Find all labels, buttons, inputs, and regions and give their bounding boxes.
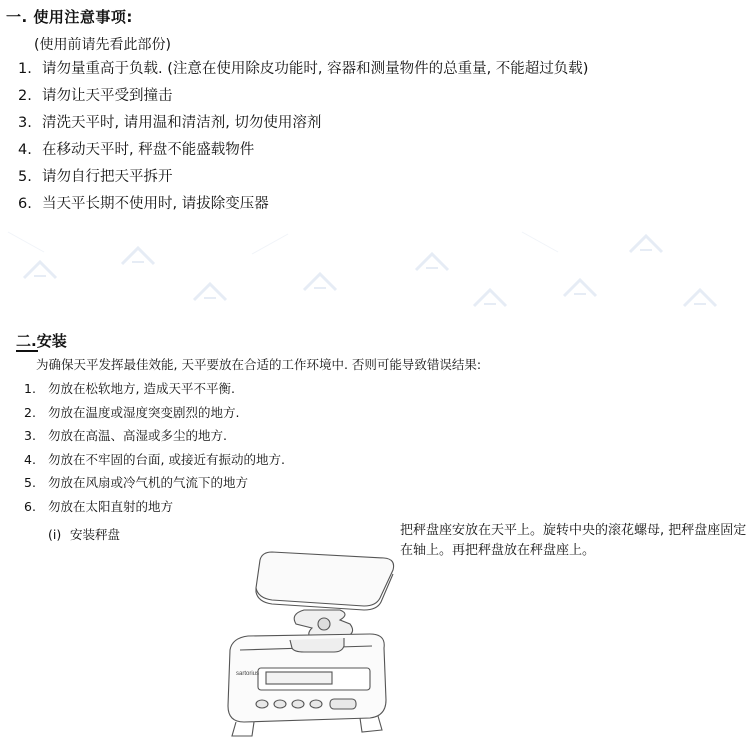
watermark-logo-icon <box>470 286 510 310</box>
watermark-line-icon <box>6 230 46 254</box>
list-item-number: 4. <box>18 142 32 158</box>
watermark-logo-icon <box>560 276 600 300</box>
section2-intro: 为确保天平发挥最佳效能, 天平要放在合适的工作环境中. 否则可能导致错误结果: <box>36 357 482 372</box>
watermark-logo-icon <box>190 280 230 304</box>
watermark-logo-icon <box>300 270 340 294</box>
weighing-pan <box>256 552 394 606</box>
list-item <box>24 451 285 475</box>
list-item-number: 4. <box>24 451 36 467</box>
list-item <box>18 193 588 220</box>
installation-list <box>24 380 285 521</box>
list-item <box>24 404 285 428</box>
list-item-text: 勿放在温度或湿度突变剧烈的地方. <box>48 404 240 420</box>
install-description: 把秤盘座安放在天平上。旋转中央的滚花螺母, 把秤盘座固定在轴上。再把秤盘放在秤盘座上。 <box>400 523 747 558</box>
list-item <box>24 474 285 498</box>
key-button <box>330 699 356 709</box>
list-item-text: 勿放在不牢固的台面, 或接近有振动的地方. <box>48 451 285 467</box>
list-item-text: 勿放在松软地方, 造成天平不平衡. <box>48 381 235 396</box>
list-item-number: 1. <box>24 381 36 396</box>
watermark-logo-icon <box>412 250 452 274</box>
list-item <box>18 166 588 193</box>
list-item-text: 当天平长期不使用时, 请拔除变压器 <box>42 196 269 212</box>
list-item-number: 5. <box>24 475 36 490</box>
list-item-number: 6. <box>24 498 36 514</box>
list-item-number: 5. <box>18 169 32 185</box>
balance-illustration <box>200 540 410 750</box>
list-item-number: 2. <box>24 404 36 420</box>
list-item-text: 勿放在高温、高湿或多尘的地方. <box>48 428 227 443</box>
list-item <box>18 58 588 85</box>
list-item-number: 3. <box>24 428 36 443</box>
key-button <box>310 700 322 708</box>
watermark-logo-icon <box>626 232 666 256</box>
list-item <box>24 427 285 451</box>
watermark-logo-icon <box>118 244 158 268</box>
list-item-text: 请勿让天平受到撞击 <box>42 88 173 104</box>
list-item-text: 勿放在太阳直射的地方 <box>48 498 174 514</box>
section1-title: 一. 使用注意事项: <box>6 8 133 26</box>
section2-title: 二.安装 <box>16 332 67 350</box>
precautions-list <box>18 58 588 220</box>
brand-label: sartorius <box>236 671 260 677</box>
list-item-text: 请勿自行把天平拆开 <box>42 169 173 185</box>
section1-subtitle: (使用前请先看此部份) <box>34 37 171 53</box>
key-button <box>274 700 286 708</box>
list-item <box>18 85 588 112</box>
list-item-text: 请勿量重高于负载. (注意在使用除皮功能时, 容器和测量物件的总重量, 不能超过负载) <box>42 61 589 77</box>
knurled-nut <box>318 618 330 630</box>
watermark-logo-icon <box>680 286 720 310</box>
list-item <box>24 380 285 404</box>
list-item-text: 清洗天平时, 请用温和清洁剂, 切勿使用溶剂 <box>42 115 322 131</box>
list-item-text: 勿放在风扇或冷气机的气流下的地方 <box>48 475 249 490</box>
watermark-logo-icon <box>20 258 60 282</box>
watermark-line-icon <box>250 232 290 256</box>
sub-item-number: (i) <box>48 527 62 542</box>
list-item-number: 2. <box>18 88 32 104</box>
list-item-text: 在移动天平时, 秤盘不能盛载物件 <box>42 142 255 158</box>
list-item-number: 1. <box>18 61 32 77</box>
list-item-number: 3. <box>18 115 32 131</box>
list-item <box>18 112 588 139</box>
watermark-line-icon <box>520 230 560 254</box>
list-item-number: 6. <box>18 196 32 212</box>
sub-item-text: 安装秤盘 <box>70 527 121 542</box>
key-button <box>292 700 304 708</box>
title-underline <box>16 350 38 352</box>
list-item <box>24 498 285 522</box>
sub-item-install-pan <box>48 525 120 543</box>
list-item <box>18 139 588 166</box>
key-button <box>256 700 268 708</box>
